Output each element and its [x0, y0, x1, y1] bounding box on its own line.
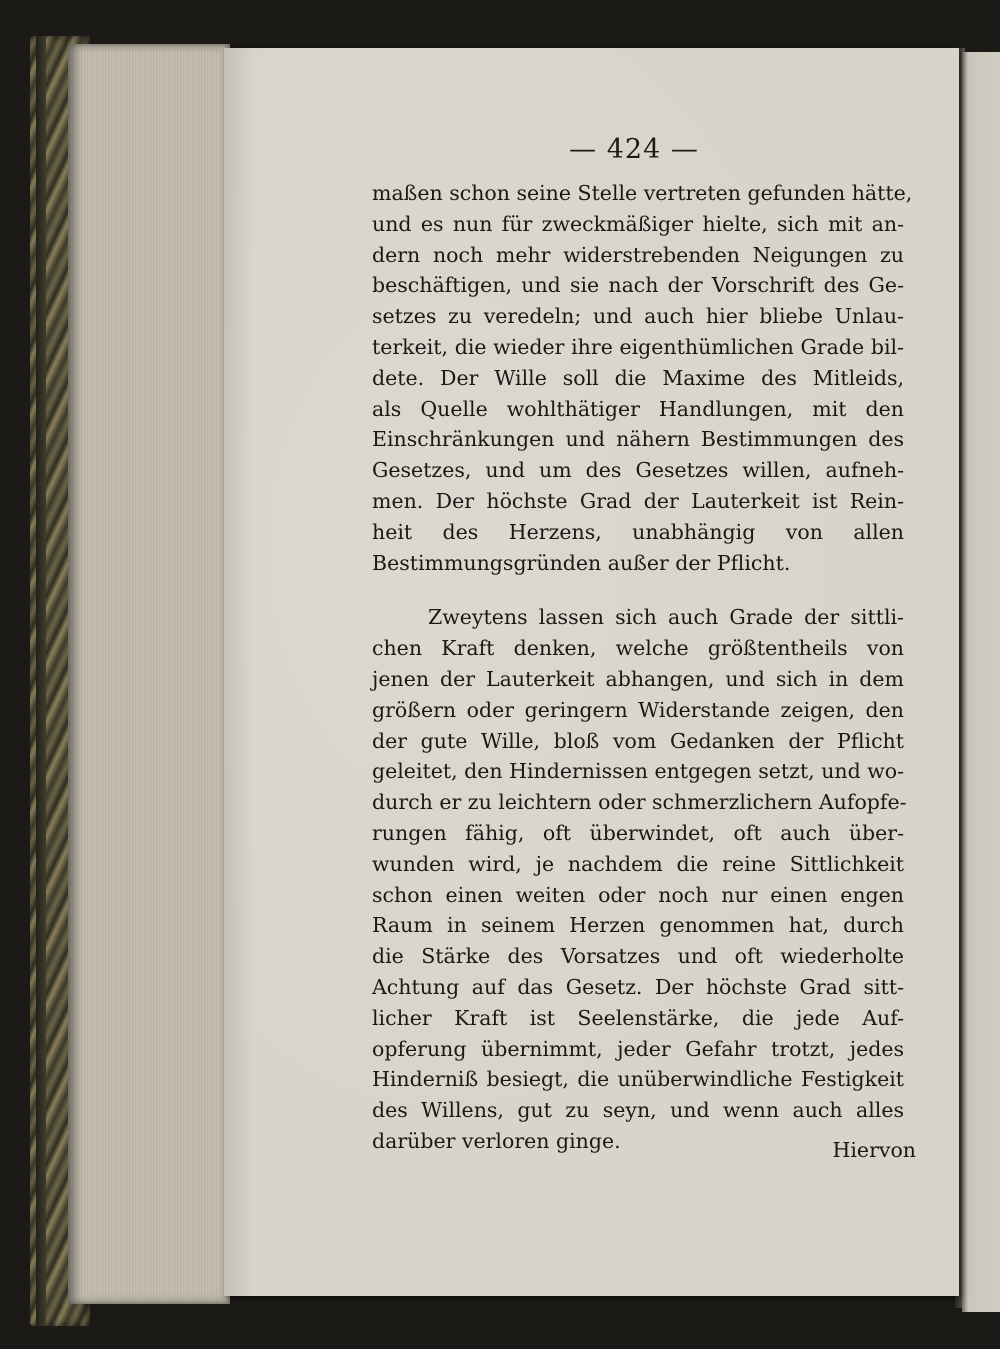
facing-page-edge	[962, 52, 1000, 1312]
text-line: und es nun für zweckmäßiger hielte, sich mit an-	[372, 211, 904, 236]
text-line: Zweytens lassen sich auch Grade der sittli-	[428, 605, 904, 630]
text-line: maßen schon seine Stelle vertreten gefunden hätte,	[372, 181, 913, 205]
body-text	[372, 178, 913, 1157]
text-line: Gesetzes, und um des Gesetzes willen, aufneh-	[372, 458, 904, 483]
page-stack-edge	[68, 44, 230, 1304]
text-line: größern oder geringern Widerstande zeigen, den	[372, 697, 904, 722]
text-line: Bestimmungsgründen außer der Pflicht.	[372, 550, 791, 575]
text-line: dete. Der Wille soll die Maxime des Mitleids,	[372, 365, 904, 390]
text-line: jenen der Lauterkeit abhangen, und sich in dem	[372, 666, 904, 691]
text-line: darüber verloren ginge.	[372, 1128, 621, 1153]
book-page	[224, 48, 959, 1296]
text-line: heit des Herzens, unabhängig von allen	[372, 519, 904, 544]
text-line: licher Kraft ist Seelenstärke, die jede Auf-	[372, 1005, 904, 1030]
text-line: setzes zu veredeln; und auch hier bliebe Unlau-	[372, 304, 904, 329]
text-line: durch er zu leichtern oder schmerzlichern Aufopfe-	[372, 790, 907, 815]
text-line: rungen fähig, oft überwindet, oft auch über-	[372, 820, 904, 845]
paragraph-gap	[372, 578, 904, 602]
text-line: des Willens, gut zu seyn, und wenn auch alles	[372, 1098, 904, 1123]
text-line: Einschränkungen und nähern Bestimmungen des	[372, 427, 904, 452]
cover-edge	[36, 36, 46, 1326]
text-line: Raum in seinem Herzen genommen hat, durch	[372, 913, 904, 938]
catchword: Hiervon	[832, 1138, 916, 1162]
text-line: men. Der höchste Grad der Lauterkeit ist Rein-	[372, 488, 904, 513]
text-line: Achtung auf das Gesetz. Der höchste Grad sitt-	[372, 974, 904, 999]
text-line: wunden wird, je nachdem die reine Sittlichkeit	[372, 851, 904, 876]
text-line: beschäftigen, und sie nach der Vorschrift des Ge-	[372, 273, 904, 298]
text-line: Hinderniß besiegt, die unüberwindliche Festigkeit	[372, 1067, 904, 1092]
text-line: dern noch mehr widerstrebenden Neigungen zu	[372, 242, 904, 267]
text-line: chen Kraft denken, welche größtentheils von	[372, 636, 904, 661]
paragraph-2	[372, 602, 907, 1156]
paragraph-1	[372, 178, 913, 578]
text-line: als Quelle wohlthätiger Handlungen, mit den	[372, 396, 904, 421]
page-number: — 424 —	[569, 134, 699, 165]
text-line: geleitet, den Hindernissen entgegen setzt, und wo-	[372, 759, 905, 784]
text-line: der gute Wille, bloß vom Gedanken der Pflicht	[372, 728, 904, 753]
text-line: die Stärke des Vorsatzes und oft wiederholte	[372, 944, 904, 969]
text-line: schon einen weiten oder noch nur einen engen	[372, 882, 904, 907]
text-line: opferung übernimmt, jeder Gefahr trotzt, jedes	[372, 1036, 904, 1061]
text-line: terkeit, die wieder ihre eigenthümlichen Grade bil-	[372, 334, 904, 359]
